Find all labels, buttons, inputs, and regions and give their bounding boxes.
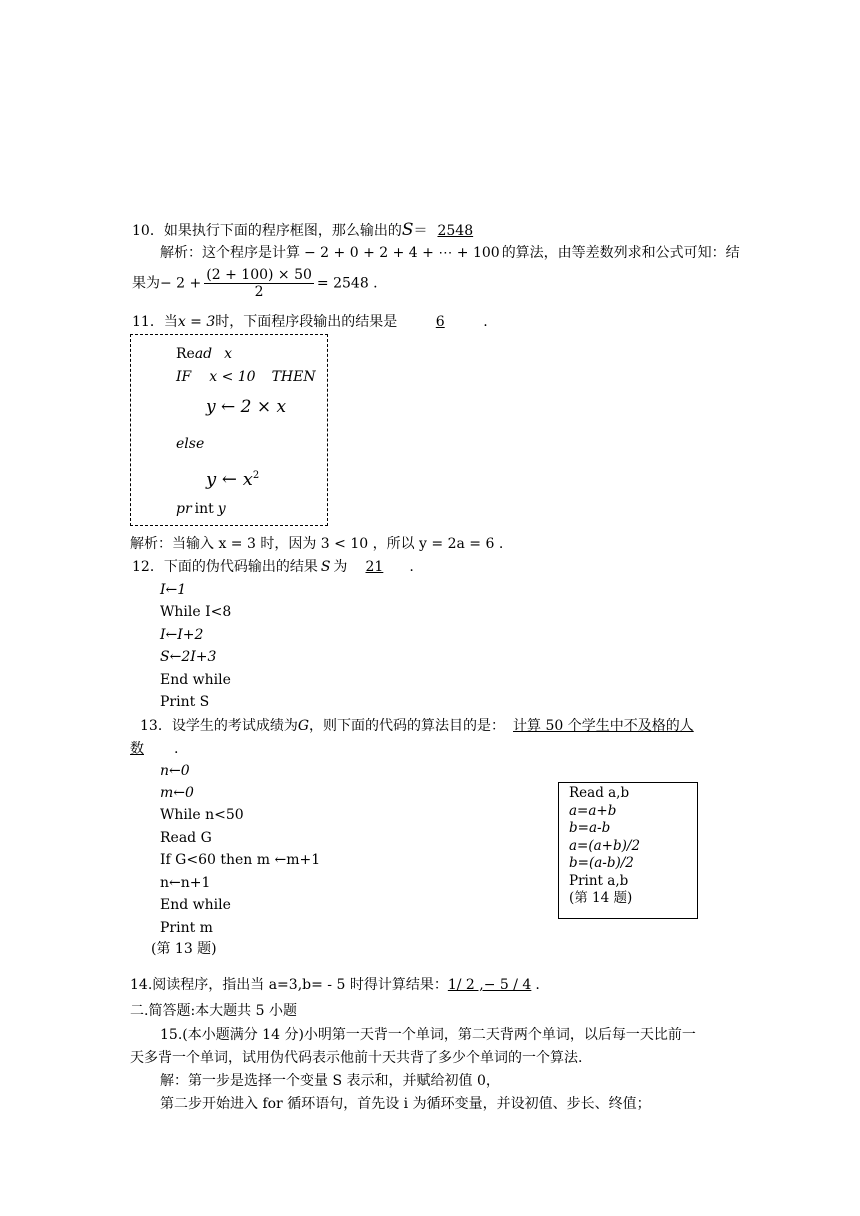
q15-question-line: 天多背一个单词，试用伪代码表示他前十天共背了多少个单词的一个算法. [130,1050,583,1066]
q14-code-box [558,782,698,919]
q14-code-line: Print a,b [569,872,629,889]
q11-code-else: else [176,436,205,452]
q11-code-assign1: y ← 2 × x [206,397,287,417]
q12-question: 12．下面的伪代码输出的结果 S 为 21 . [132,559,414,575]
q12-code-line: End while [160,672,231,688]
section-title: 二.简答题:本大题共 5 小题 [130,1003,297,1019]
q14-question: 14.阅读程序，指出当 a=3,b= - 5 时得计算结果：1/ 2 ,− 5 / 4 . [130,977,540,993]
q12-code-line: I←I+2 [160,627,204,643]
q15-solution-line: 第二步开始进入 for 循环语句，首先设 i 为循环变量，并设初值、步长、终值； [160,1096,651,1112]
q15-question-line: 15.(本小题满分 14 分)小明第一天背一个单词，第二天背两个单词，以后每一天比前一 [160,1027,696,1043]
q13-code-line: n←0 [160,763,190,779]
q12-code-line: I←1 [160,582,187,598]
q10-answer: 2548 [437,223,474,239]
q13-code-line: n←n+1 [160,875,211,891]
q14-caption: (第 14 题) [569,890,633,906]
q11-question: 11．当x = 3时，下面程序段输出的结果是 6 . [132,314,488,330]
q13-code-line: Read G [160,830,212,846]
q10-analysis: 解析：这个程序是计算 − 2 + 0 + 2 + 4 + ⋯ + 100 的算法，由等差数列求和公式可知：结 [160,245,740,261]
q10-fraction: $\frac{(2 + 100) \times 50}{2}$ [206,267,312,300]
q10-question: 10．如果执行下面的程序框图，那么输出的S＝ 2548 [132,221,503,240]
q10-result: 果为− 2 + $\frac{(2 + 100) \times 50}{2}$ = 2548 . [132,267,378,300]
q13-question: 13．设学生的考试成绩为G，则下面的代码的算法目的是： 计算 50 个学生中不及格的人 [140,718,694,734]
q13-answer: 计算 50 个学生中不及格的人 [513,718,694,734]
q13-code-line: While n<50 [160,807,244,823]
q14-answer: 1/ 2 ,− 5 / 4 [447,977,532,993]
q11-answer: 6 [435,314,445,330]
q14-code-line: b=(a-b)/2 [569,855,634,871]
q11-code-assign2: y ← $x^2$ [206,469,260,490]
q13-code-line: Print m [160,920,213,936]
q13-question-cont: 数 . [130,741,179,757]
q11-code-read: Read x [176,346,233,362]
q13-caption: (第 13 题) [151,941,217,957]
q14-code-line: a=a+b [569,802,617,819]
q15-solution-line: 解：第一步是选择一个变量 S 表示和，并赋给初值 0， [160,1073,500,1089]
q14-code-line: Read a,b [569,785,630,801]
q11-code-if: IF x < 10 THEN [176,369,316,385]
q11-code-print: pr int y [176,501,226,517]
q12-code-line: While I<8 [160,604,232,620]
q12-code-line: S←2I+3 [160,649,217,665]
q13-code-line: m←0 [160,785,194,801]
q13-code-line: End while [160,897,231,913]
q14-code-line: a=(a+b)/2 [569,837,641,854]
q12-answer: 21 [365,559,384,575]
q13-code-line: If G<60 then m ←m+1 [160,852,321,868]
q12-code-line: Print S [160,694,210,710]
q14-code-line: b=a-b [569,820,611,836]
q11-analysis: 解析：当输入 x = 3 时，因为 3 < 10 ，所以 y = 2a = 6 . [130,536,504,552]
